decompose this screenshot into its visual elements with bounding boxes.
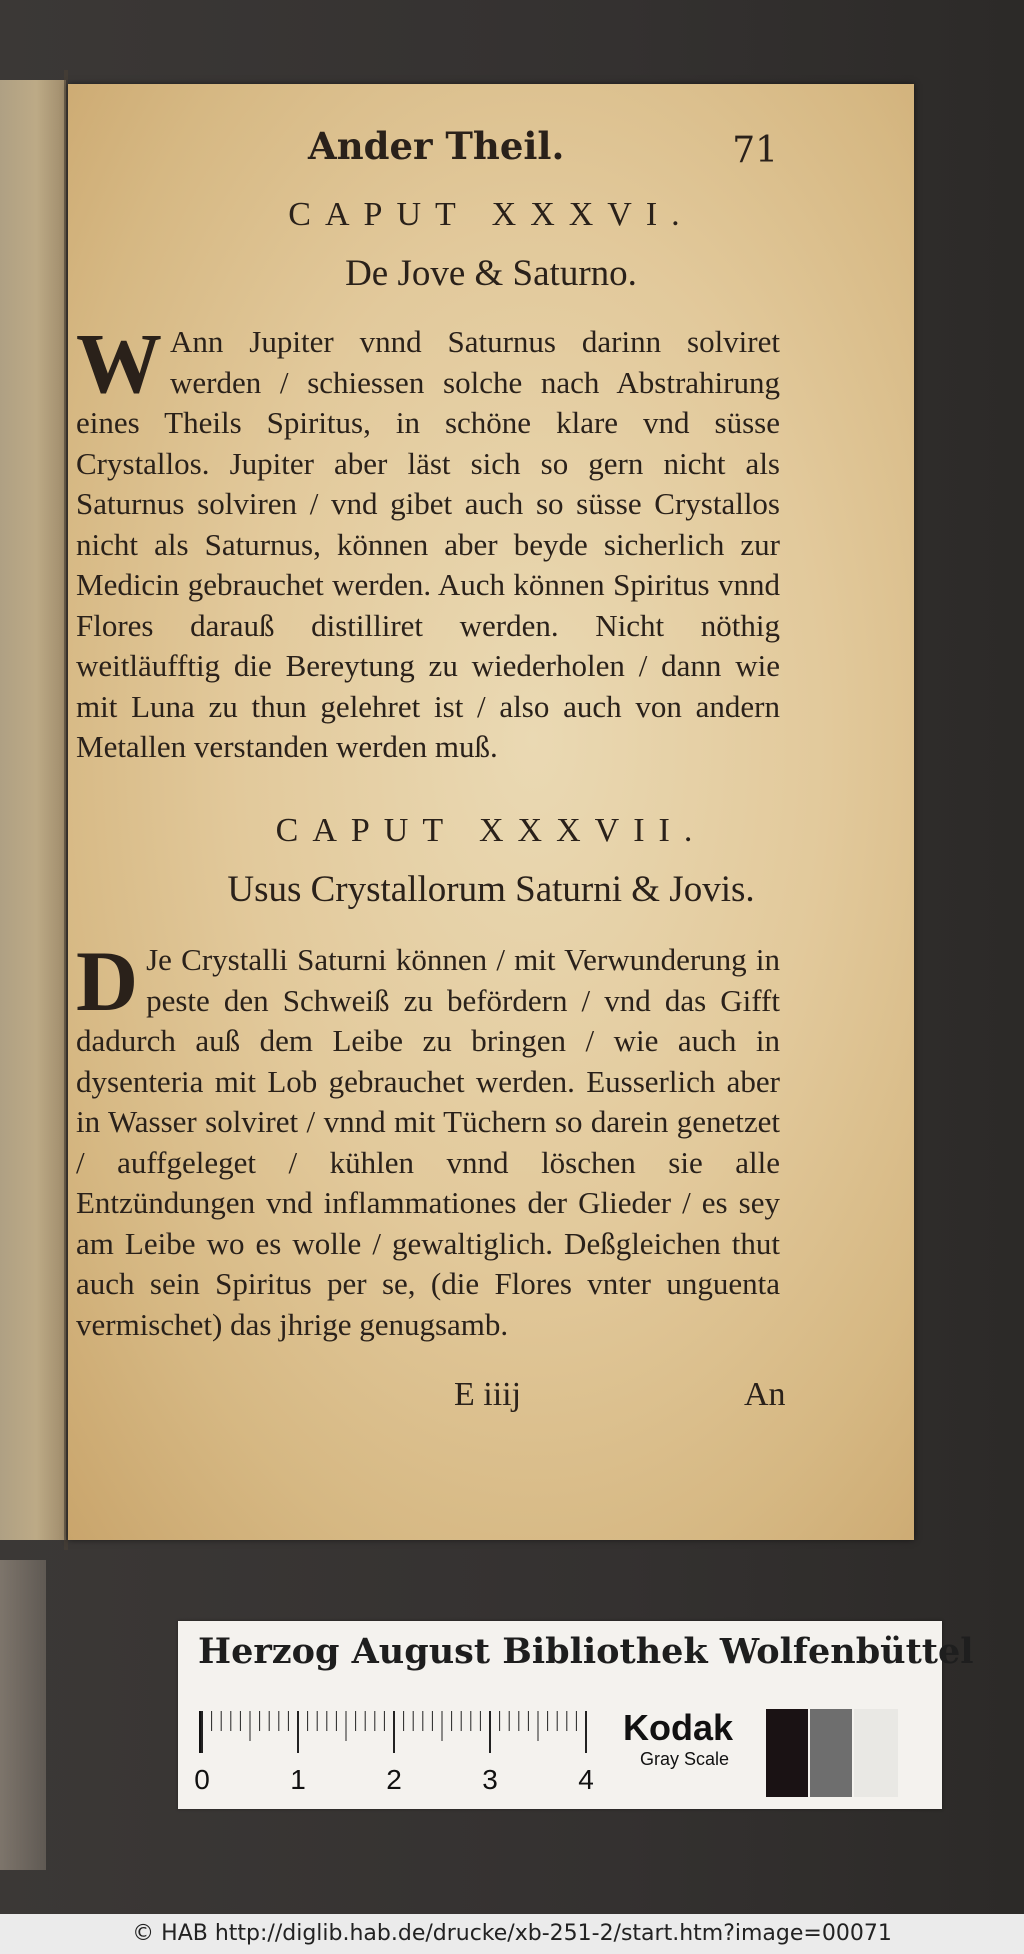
chapter-36-body: Ann Jupiter vnnd Saturnus darinn solviret werden / schiessen solche nach Abstrahirung eines Theils Spiritus, in schöne klare vnd süsse Crystallos. Jupiter aber läst sich so gern nicht als Saturnus solviren / vnd gibet auch so süsse Crystallos nicht als Saturnus, können aber beyde sicherlich zur Medicin gebrauchet werden. Auch können Spiritus vnnd Flores darauß distilliret werden. Nicht nöthig weitläufftig die Bereytung zu wiederholen / dann wie mit Luna zu thun gelehret ist / also auch von andern Metallen verstanden werden muß. (76, 324, 780, 764)
drop-cap-initial: D (76, 933, 139, 1029)
chapter-36-number: CAPUT XXXVI. (288, 196, 694, 233)
copyright-footer: © HAB http://diglib.hab.de/drucke/xb-251-2/start.htm?image=00071 (0, 1914, 1024, 1954)
gray-scale-label: Gray Scale (640, 1749, 730, 1769)
kodak-logo: Kodak (623, 1707, 734, 1748)
library-name: Herzog August Bibliothek Wolfenbüttel (198, 1631, 974, 1672)
catchword: An (744, 1376, 786, 1413)
book-page (68, 84, 914, 1540)
ruler-number: 0 (194, 1764, 210, 1795)
chapter-37-text (76, 933, 780, 1345)
color-calibration-card (178, 1621, 974, 1809)
ruler-number: 1 (290, 1764, 306, 1795)
swatch-white (854, 1709, 898, 1797)
book-cover-edge (0, 1560, 46, 1870)
swatch-black (766, 1709, 808, 1797)
ruler-number: 3 (482, 1764, 498, 1795)
running-head: Ander Theil. (308, 124, 565, 168)
page-number: 71 (732, 130, 778, 171)
ruler-number: 4 (578, 1764, 594, 1795)
chapter-36-text (76, 315, 780, 768)
measurement-ruler (194, 1709, 620, 1799)
chapter-37-number: CAPUT XXXVII. (275, 812, 707, 849)
ruler-number: 2 (386, 1764, 402, 1795)
drop-cap-initial: W (76, 315, 162, 411)
swatch-gray (810, 1709, 852, 1797)
signature-mark: E iiij (454, 1376, 522, 1413)
previous-page-edge (0, 80, 66, 1540)
chapter-37-body: Je Crystalli Saturni können / mit Verwunderung in peste den Schweiß zu befördern / vnd das Gifft dadurch auß dem Leibe zu bringen / wie auch in dysenteria mit Lob gebrauchet werden. Eusserlich aber in Wasser solviret / vnnd mit Tüchern so darein genetzet / auffgeleget / kühlen vnnd löschen sie alle Entzündungen vnd inflammationes der Glieder / es sey am Leibe wo es wolle / gewaltiglich. Deßgleichen thut auch sein Spiritus per se, (die Flores vnter unguenta vermischet) das jhrige genugsamb. (76, 942, 780, 1342)
chapter-37-title: Usus Crystallorum Saturni & Jovis. (227, 869, 755, 910)
chapter-36-title: De Jove & Saturno. (345, 253, 637, 294)
